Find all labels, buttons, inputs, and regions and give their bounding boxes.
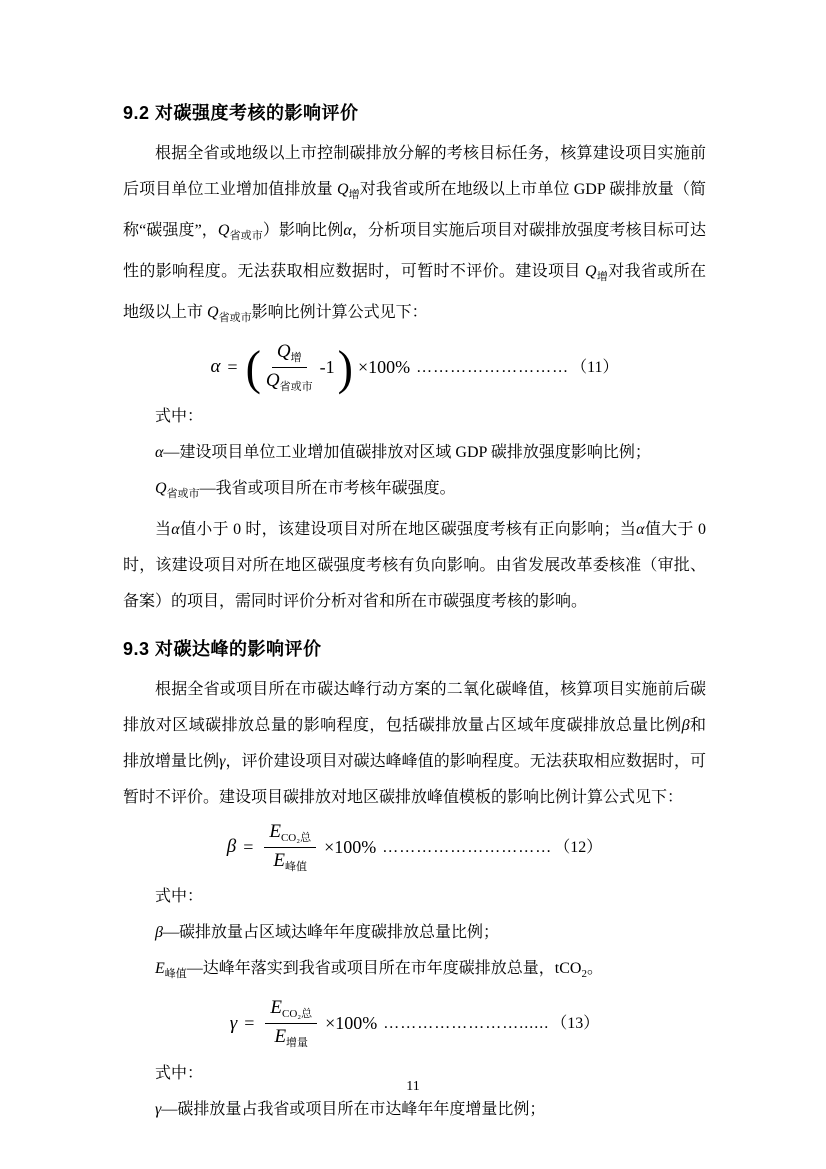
fraction-denominator (274, 1024, 308, 1049)
section-heading-9-2: 9.2 对碳强度考核的影响评价 (123, 103, 359, 123)
fraction (266, 342, 313, 393)
equals-sign: = (227, 356, 238, 377)
fraction (264, 822, 316, 873)
definition-q-province: $Q_{省或市}—$我省或项目所在市考核年碳强度。 (155, 480, 456, 501)
minus-one-term: -1 (319, 356, 335, 377)
denominator-base: E (274, 1026, 287, 1048)
paragraph-9-2-intro: 根据全省或地级以上市控制碳排放分解的考核目标任务，核算建设项目实施前后项目单位工业增加值排放量 $Q_增$对我省或所在地级以上市单位 GDP 碳排放量（简称“碳强度”，$Q_{省或市}$）影响比例α，分析项目实施后项目对碳排放强度考核目标可达性的影响程度。无法获取相应数据时，可暂时不评价。建设项目 $Q_增$对我省或所在地级以上市 $Q_{省或市}$影响比例计算公式见下： (123, 145, 706, 324)
denominator-subscript: 峰值 (285, 861, 308, 874)
paragraph-9-2-discussion: 当α值小于 0 时，该建设项目对所在地区碳强度考核有正向影响；当α值大于 0 时，该建设项目对所在地区碳强度考核有负向影响。由省发展改革委核准（审批、备案）的项目，需同时评价分析对省和所在市碳强度考核的影响。 (123, 521, 706, 611)
times-100-percent: ×100% (324, 836, 377, 857)
section-heading-9-3: 9.3 对碳达峰的影响评价 (123, 639, 322, 660)
fraction-denominator (266, 368, 313, 393)
fraction-numerator (264, 822, 316, 848)
denominator-base: Q (265, 370, 280, 392)
fraction (265, 998, 317, 1049)
shizhong-label: 式中： (155, 888, 204, 906)
dot-leader: ………………………… (382, 838, 553, 856)
denominator-base: E (273, 850, 286, 872)
numerator-subscript: CO₂总 (280, 832, 312, 845)
dot-leader: ……………………...... (383, 1015, 550, 1033)
equals-sign: = (243, 836, 254, 857)
definition-beta: β—碳排放量占区域达峰年年度碳排放总量比例； (155, 924, 499, 942)
definition-alpha: α—建设项目单位工业增加值碳排放对区域 GDP 碳排放强度影响比例； (155, 444, 651, 462)
close-paren: ) (337, 340, 353, 395)
formula-13 (123, 998, 706, 1049)
equation-number-11: （11） (571, 358, 619, 376)
numerator-subscript: CO₂总 (281, 1008, 313, 1021)
equals-sign: = (244, 1013, 255, 1034)
fraction-numerator (272, 342, 307, 368)
definition-e-peak: $E_{峰值}—$达峰年落实到我省或项目所在市年度碳排放总量，tCO$_2$。 (155, 960, 603, 981)
paragraph-9-3-intro: 根据全省或项目所在市碳达峰行动方案的二氧化碳峰值，核算项目实施前后碳排放对区域碳排放总量的影响程度，包括碳排放量占区域年度碳排放总量比例β和排放增量比例γ，评价建设项目对碳达峰峰值的影响程度。无法获取相应数据时，可暂时不评价。建设项目碳排放对地区碳排放峰值模板的影响比例计算公式见下： (123, 681, 706, 807)
formula-13-lhs: γ (229, 1012, 238, 1034)
shizhong-label: 式中： (155, 1064, 204, 1082)
formula-11-lhs: α (210, 356, 221, 378)
definition-gamma: γ—碳排放量占我省或项目所在市达峰年年度增量比例； (155, 1100, 546, 1118)
formula-12-lhs: β (226, 836, 237, 858)
dot-leader: ……………………… (416, 358, 570, 376)
equation-number-12: （12） (554, 838, 603, 856)
times-100-percent: ×100% (325, 1013, 378, 1034)
times-100-percent: ×100% (357, 356, 411, 377)
denominator-subscript: 增量 (286, 1037, 309, 1050)
numerator-base: E (269, 821, 281, 843)
open-paren: ( (245, 340, 261, 395)
page-number: 11 (406, 1079, 420, 1094)
numerator-base: Q (276, 341, 291, 362)
equation-number-13: （13） (551, 1015, 600, 1033)
denominator-subscript: 省或市 (279, 381, 313, 394)
numerator-base: E (270, 997, 282, 1019)
formula-12 (123, 822, 706, 873)
numerator-subscript: 增 (290, 352, 302, 364)
shizhong-label: 式中： (155, 408, 204, 426)
formula-11 (123, 342, 706, 393)
fraction-numerator (265, 998, 317, 1024)
fraction-denominator (273, 848, 307, 873)
